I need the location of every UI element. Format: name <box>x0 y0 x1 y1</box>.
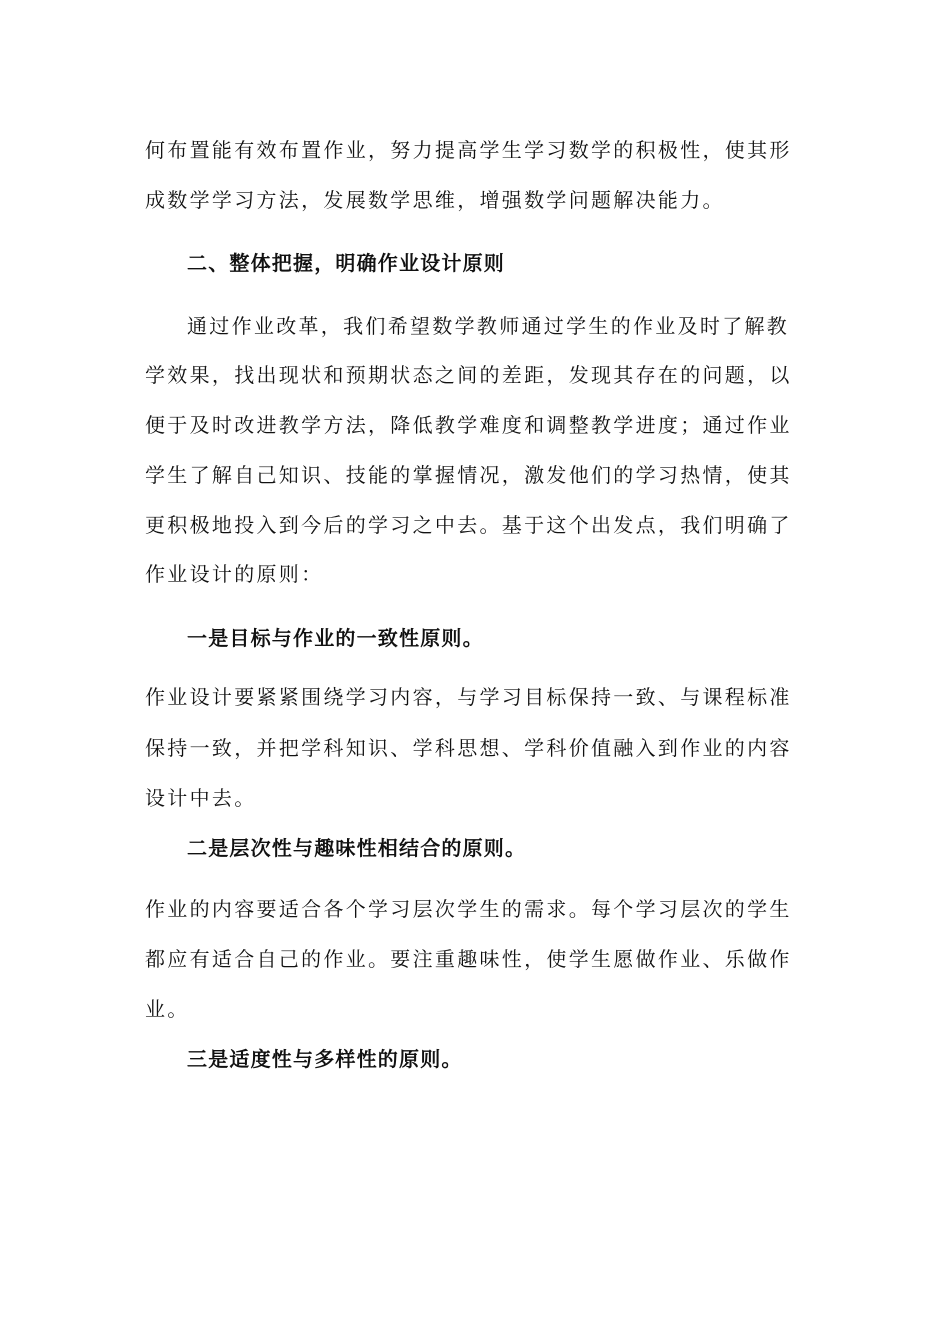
principle-heading: 三是适度性与多样性的原则。 <box>187 1047 463 1071</box>
paragraph-line: 作业的内容要适合各个学习层次学生的需求。每个学习层次的学生 <box>145 897 792 921</box>
paragraph-line: 保持一致，并把学科知识、学科思想、学科价值融入到作业的内容 <box>145 736 792 760</box>
paragraph-line: 便于及时改进教学方法，降低教学难度和调整教学进度；通过作业 <box>145 413 792 437</box>
paragraph-line: 学生了解自己知识、技能的掌握情况，激发他们的学习热情，使其 <box>145 463 792 487</box>
section-heading: 二、整体把握，明确作业设计原则 <box>187 251 505 275</box>
paragraph-line: 通过作业改革，我们希望数学教师通过学生的作业及时了解教 <box>187 314 790 338</box>
paragraph-line: 作业设计要紧紧围绕学习内容，与学习目标保持一致、与课程标准 <box>145 685 792 709</box>
paragraph-line: 业。 <box>145 997 190 1021</box>
principle-heading: 一是目标与作业的一致性原则。 <box>187 626 484 650</box>
paragraph-line: 作业设计的原则： <box>145 562 324 586</box>
paragraph-line: 设计中去。 <box>145 786 257 810</box>
principle-heading: 二是层次性与趣味性相结合的原则。 <box>187 836 527 860</box>
paragraph-line: 成数学学习方法，发展数学思维，增强数学问题解决能力。 <box>145 188 725 212</box>
paragraph-line: 何布置能有效布置作业，努力提高学生学习数学的积极性，使其形 <box>145 138 792 162</box>
paragraph-line: 都应有适合自己的作业。要注重趣味性，使学生愿做作业、乐做作 <box>145 947 792 971</box>
paragraph-line: 更积极地投入到今后的学习之中去。基于这个出发点，我们明确了 <box>145 513 792 537</box>
paragraph-line: 学效果，找出现状和预期状态之间的差距，发现其存在的问题，以 <box>145 363 792 387</box>
